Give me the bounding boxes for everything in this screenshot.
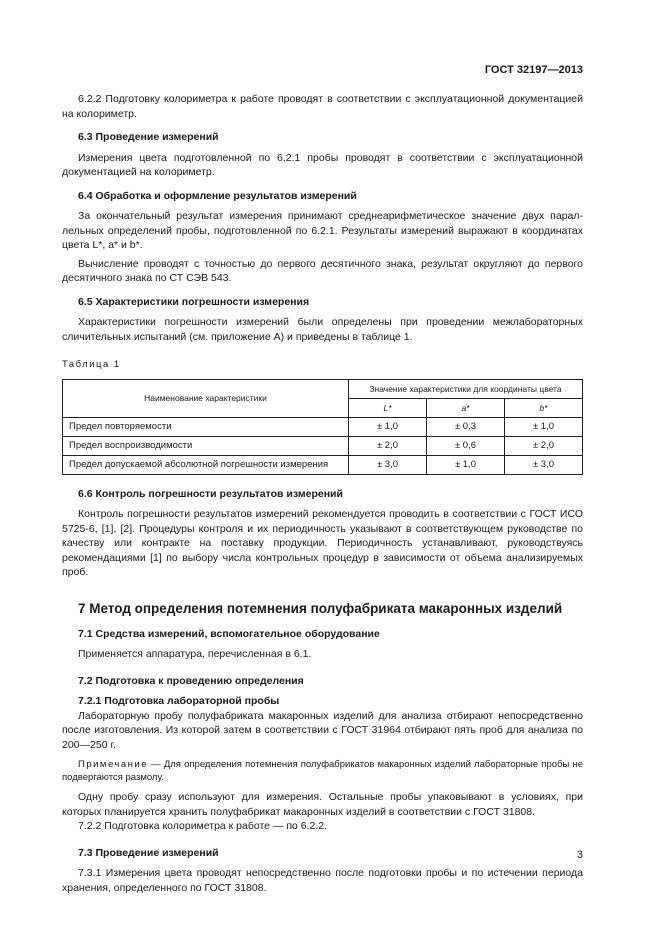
heading-section-7: 7 Метод определения потемнения полуфабриката макаронных изделий [78, 600, 563, 616]
cell-value: ± 1,0 [426, 455, 504, 474]
paragraph-7-2-2: 7.2.2 Подготовка колориметра к работе — по 6.2.2. [78, 820, 328, 832]
paragraph-6-2-2: 6.2.2 Подготовку колориметра к работе проводят в соответствии с эксплуатационной документацией на колориметр. [62, 93, 583, 120]
row-label: Предел допускаемой абсолютной погрешности измерения [63, 455, 349, 474]
paragraph-6-3: Измерения цвета подготовленной по 6.2.1 пробы проводят в соответствии с эксплуатационной документацией на колориметр. [62, 151, 583, 178]
page-content [62, 92, 583, 895]
cell-value: ± 3,0 [349, 455, 427, 474]
table-header-name: Наименование характеристики [63, 379, 349, 417]
row-label: Предел повторяемости [63, 417, 349, 436]
table-1 [62, 379, 583, 475]
cell-value: ± 0,6 [426, 436, 504, 455]
table-caption: Таблица 1 [62, 359, 121, 370]
paragraph-7-1: Применяется аппаратура, перечисленная в 6.1. [78, 648, 312, 660]
document-code: ГОСТ 32197—2013 [484, 64, 583, 76]
heading-6-3: 6.3 Проведение измерений [78, 131, 219, 143]
heading-7-3: 7.3 Проведение измерений [78, 846, 219, 859]
cell-value: ± 1,0 [504, 417, 582, 436]
paragraph-6-4-2: Вычисление проводят с точностью до первого десятичного знака, результат округляют до первого десятичного знака по СТ СЭВ 543. [62, 257, 583, 284]
cell-value: ± 2,0 [349, 436, 427, 455]
paragraph-6-6: Контроль погрешности результатов измерений рекомендуется проводить в соответствии с ГОСТ ИСО 5725-6, [1], [2]. Процедуры контроля и их периодичность указывают в соответствующем руководстве по качеству или контракте на поставку продукции. Периодичность устанавливают, руководствуясь рекомендациями [1] по выбору числа контрольных процедур в зависимости от объема анализируемых проб. [62, 508, 583, 578]
paragraph-6-5: Характеристики погрешности измерений были определены при проведении межлабораторных сличительных испытаний (см. приложение А) и приведены в таблице 1. [62, 316, 583, 343]
cell-value: ± 0,3 [426, 417, 504, 436]
heading-7-2: 7.2 Подготовка к проведению определения [78, 674, 304, 687]
table-row [63, 417, 583, 436]
paragraph-7-2-1: Лабораторную пробу полуфабриката макаронных изделий для анализа отбирают непосредственно после изготовления. Из которой затем в соответствии с ГОСТ 31964 отбирают пять проб для анализа по 200—250 г. [62, 709, 583, 751]
cell-value: ± 1,0 [349, 417, 427, 436]
note-label: Примечание [78, 759, 148, 770]
table-header-a: a* [426, 398, 504, 417]
cell-value: ± 3,0 [504, 455, 582, 474]
cell-value: ± 2,0 [504, 436, 582, 455]
heading-7-2-1: 7.2.1 Подготовка лабораторной пробы [78, 695, 280, 707]
table-header-group: Значение характеристики для координаты цвета [349, 379, 583, 398]
heading-7-1: 7.1 Средства измерений, вспомогательное оборудование [78, 627, 380, 640]
heading-6-6: 6.6 Контроль погрешности результатов измерений [78, 487, 343, 500]
table-header-b: b* [504, 398, 582, 417]
row-label: Предел воспроизводимости [63, 436, 349, 455]
heading-6-5: 6.5 Характеристики погрешности измерения [78, 295, 310, 308]
paragraph-6-4-1: За окончательный результат измерения принимают среднеарифметическое значение двух параллельных определений пробы, подготовленной по 6.2.1. Результаты измерений выражают в координатах цвета L*, a* и b*. [62, 210, 583, 251]
note-text: — Для определения потемнения полуфабрикатов макаронных изделий лабораторные пробы не подвергаются размолу. [62, 759, 583, 783]
table-row [63, 455, 583, 474]
paragraph-7-3-1: 7.3.1 Измерения цвета проводят непосредственно после подготовки пробы и по истечении периода хранения, определенного по ГОСТ 31808. [62, 867, 583, 894]
paragraph-7-2-1-b: Одну пробу сразу используют для измерения. Остальные пробы упаковывают в условиях, при которых планируется хранить полуфабрикат макаронных изделий в соответствии с ГОСТ 31808. [62, 791, 583, 818]
table-row [63, 436, 583, 455]
page-number: 3 [576, 849, 583, 861]
heading-6-4: 6.4 Обработка и оформление результатов измерений [78, 189, 357, 202]
note [62, 758, 583, 784]
table-header-l: L* [349, 398, 427, 417]
